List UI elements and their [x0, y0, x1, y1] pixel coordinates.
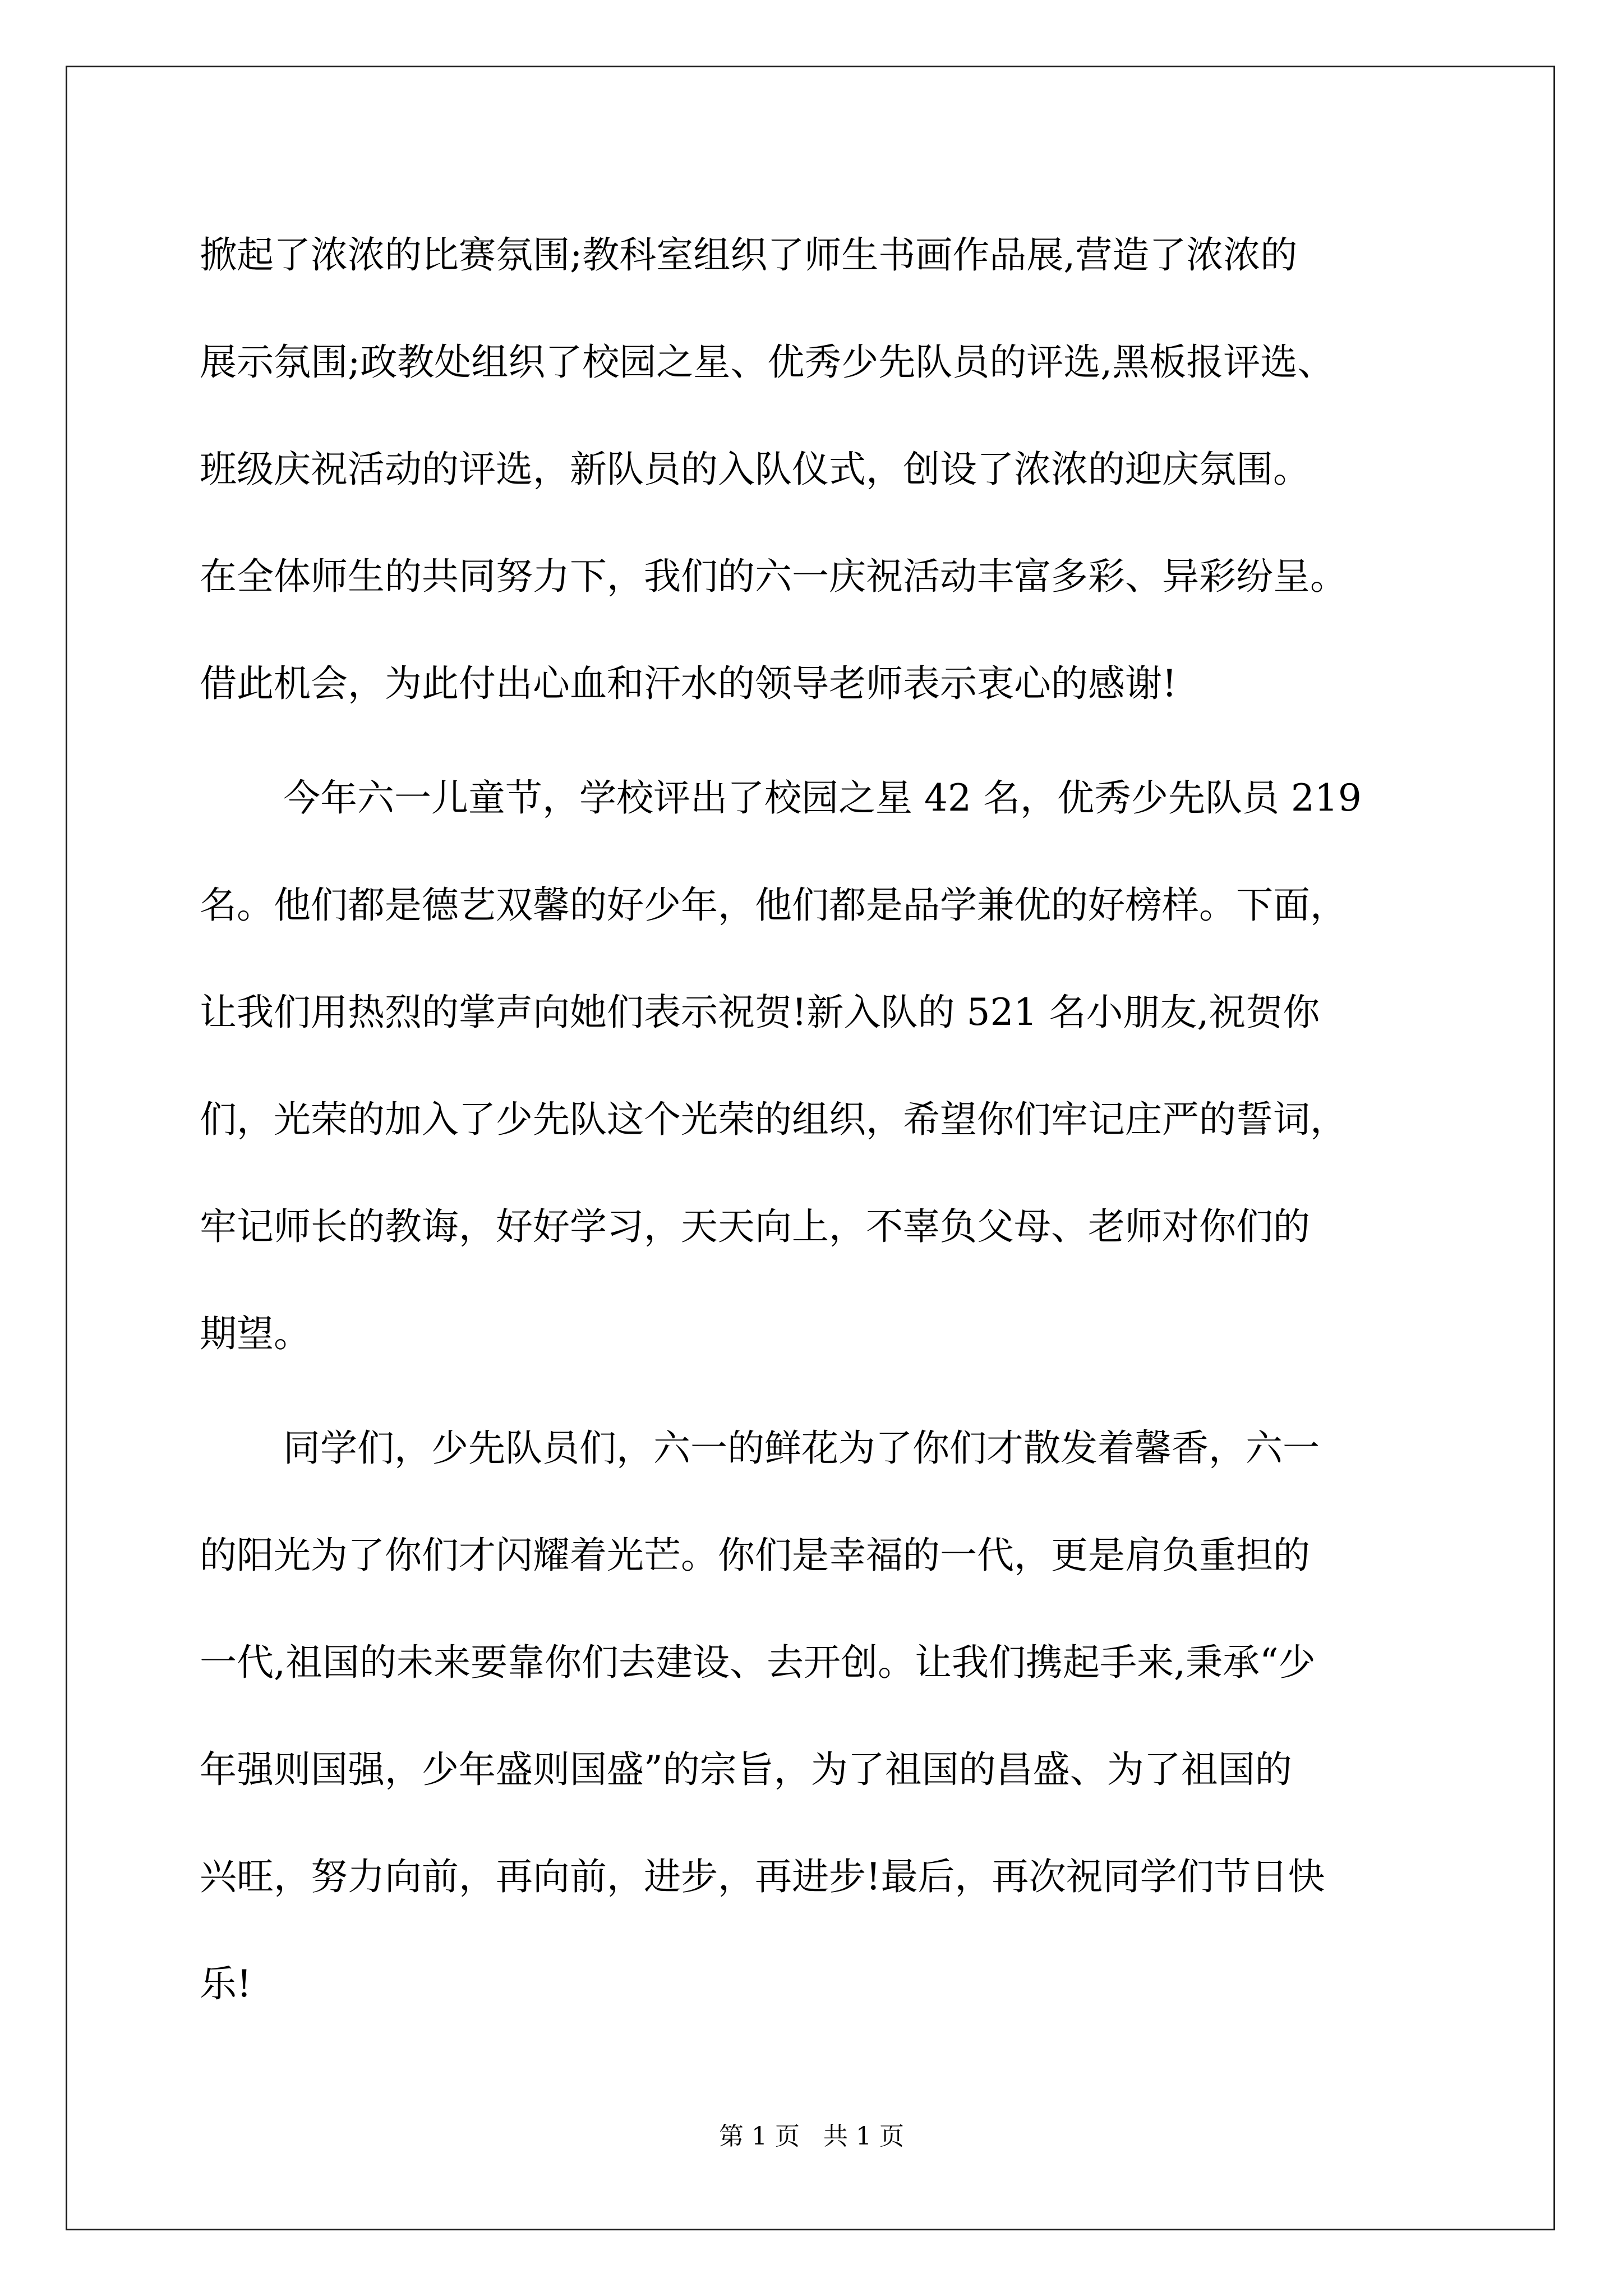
text-line: 牢记师长的教诲，好好学习，天天向上，不辜负父母、老师对你们的: [200, 1205, 1310, 1248]
document-body: [200, 215, 1422, 2051]
text-line: 班级庆祝活动的评选，新队员的入队仪式，创设了浓浓的迎庆氛围。: [200, 448, 1310, 491]
text-line: 掀起了浓浓的比赛氛围;教科室组织了师生书画作品展,营造了浓浓的: [200, 233, 1298, 277]
text-line: 乐!: [200, 1962, 252, 2005]
text-line: 期望。: [200, 1312, 311, 1355]
text-line: 借此机会，为此付出心血和汗水的领导老师表示衷心的感谢!: [200, 662, 1177, 705]
text-line: 让我们用热烈的掌声向她们表示祝贺!新入队的 521 名小朋友,祝贺你: [200, 991, 1320, 1034]
text-line: 的阳光为了你们才闪耀着光芒。你们是幸福的一代，更是肩负重担的: [200, 1534, 1310, 1577]
text-line: 在全体师生的共同努力下，我们的六一庆祝活动丰富多彩、异彩纷呈。: [200, 555, 1347, 598]
text-line: 展示氛围;政教处组织了校园之星、优秀少先队员的评选,黑板报评选、: [200, 341, 1335, 384]
text-line: 兴旺，努力向前，再向前，进步，再进步!最后，再次祝同学们节日快: [200, 1855, 1325, 1898]
text-line: 名。他们都是德艺双馨的好少年，他们都是品学兼优的好榜样。下面，: [200, 884, 1347, 927]
text-line: 年强则国强，少年盛则国盛”的宗旨，为了祖国的昌盛、为了祖国的: [200, 1748, 1292, 1791]
paragraph-first-line: 同学们，少先队员们，六一的鲜花为了你们才散发着馨香，六一: [283, 1427, 1320, 1470]
page-number-footer: 第 1 页 共 1 页: [719, 2122, 904, 2151]
text-line: 一代,祖国的未来要靠你们去建设、去开创。让我们携起手来,秉承“少: [200, 1641, 1316, 1684]
text-line: 们，光荣的加入了少先队这个光荣的组织，希望你们牢记庄严的誓词，: [200, 1098, 1347, 1141]
paragraph-first-line: 今年六一儿童节，学校评出了校园之星 42 名，优秀少先队员 219: [283, 776, 1362, 820]
